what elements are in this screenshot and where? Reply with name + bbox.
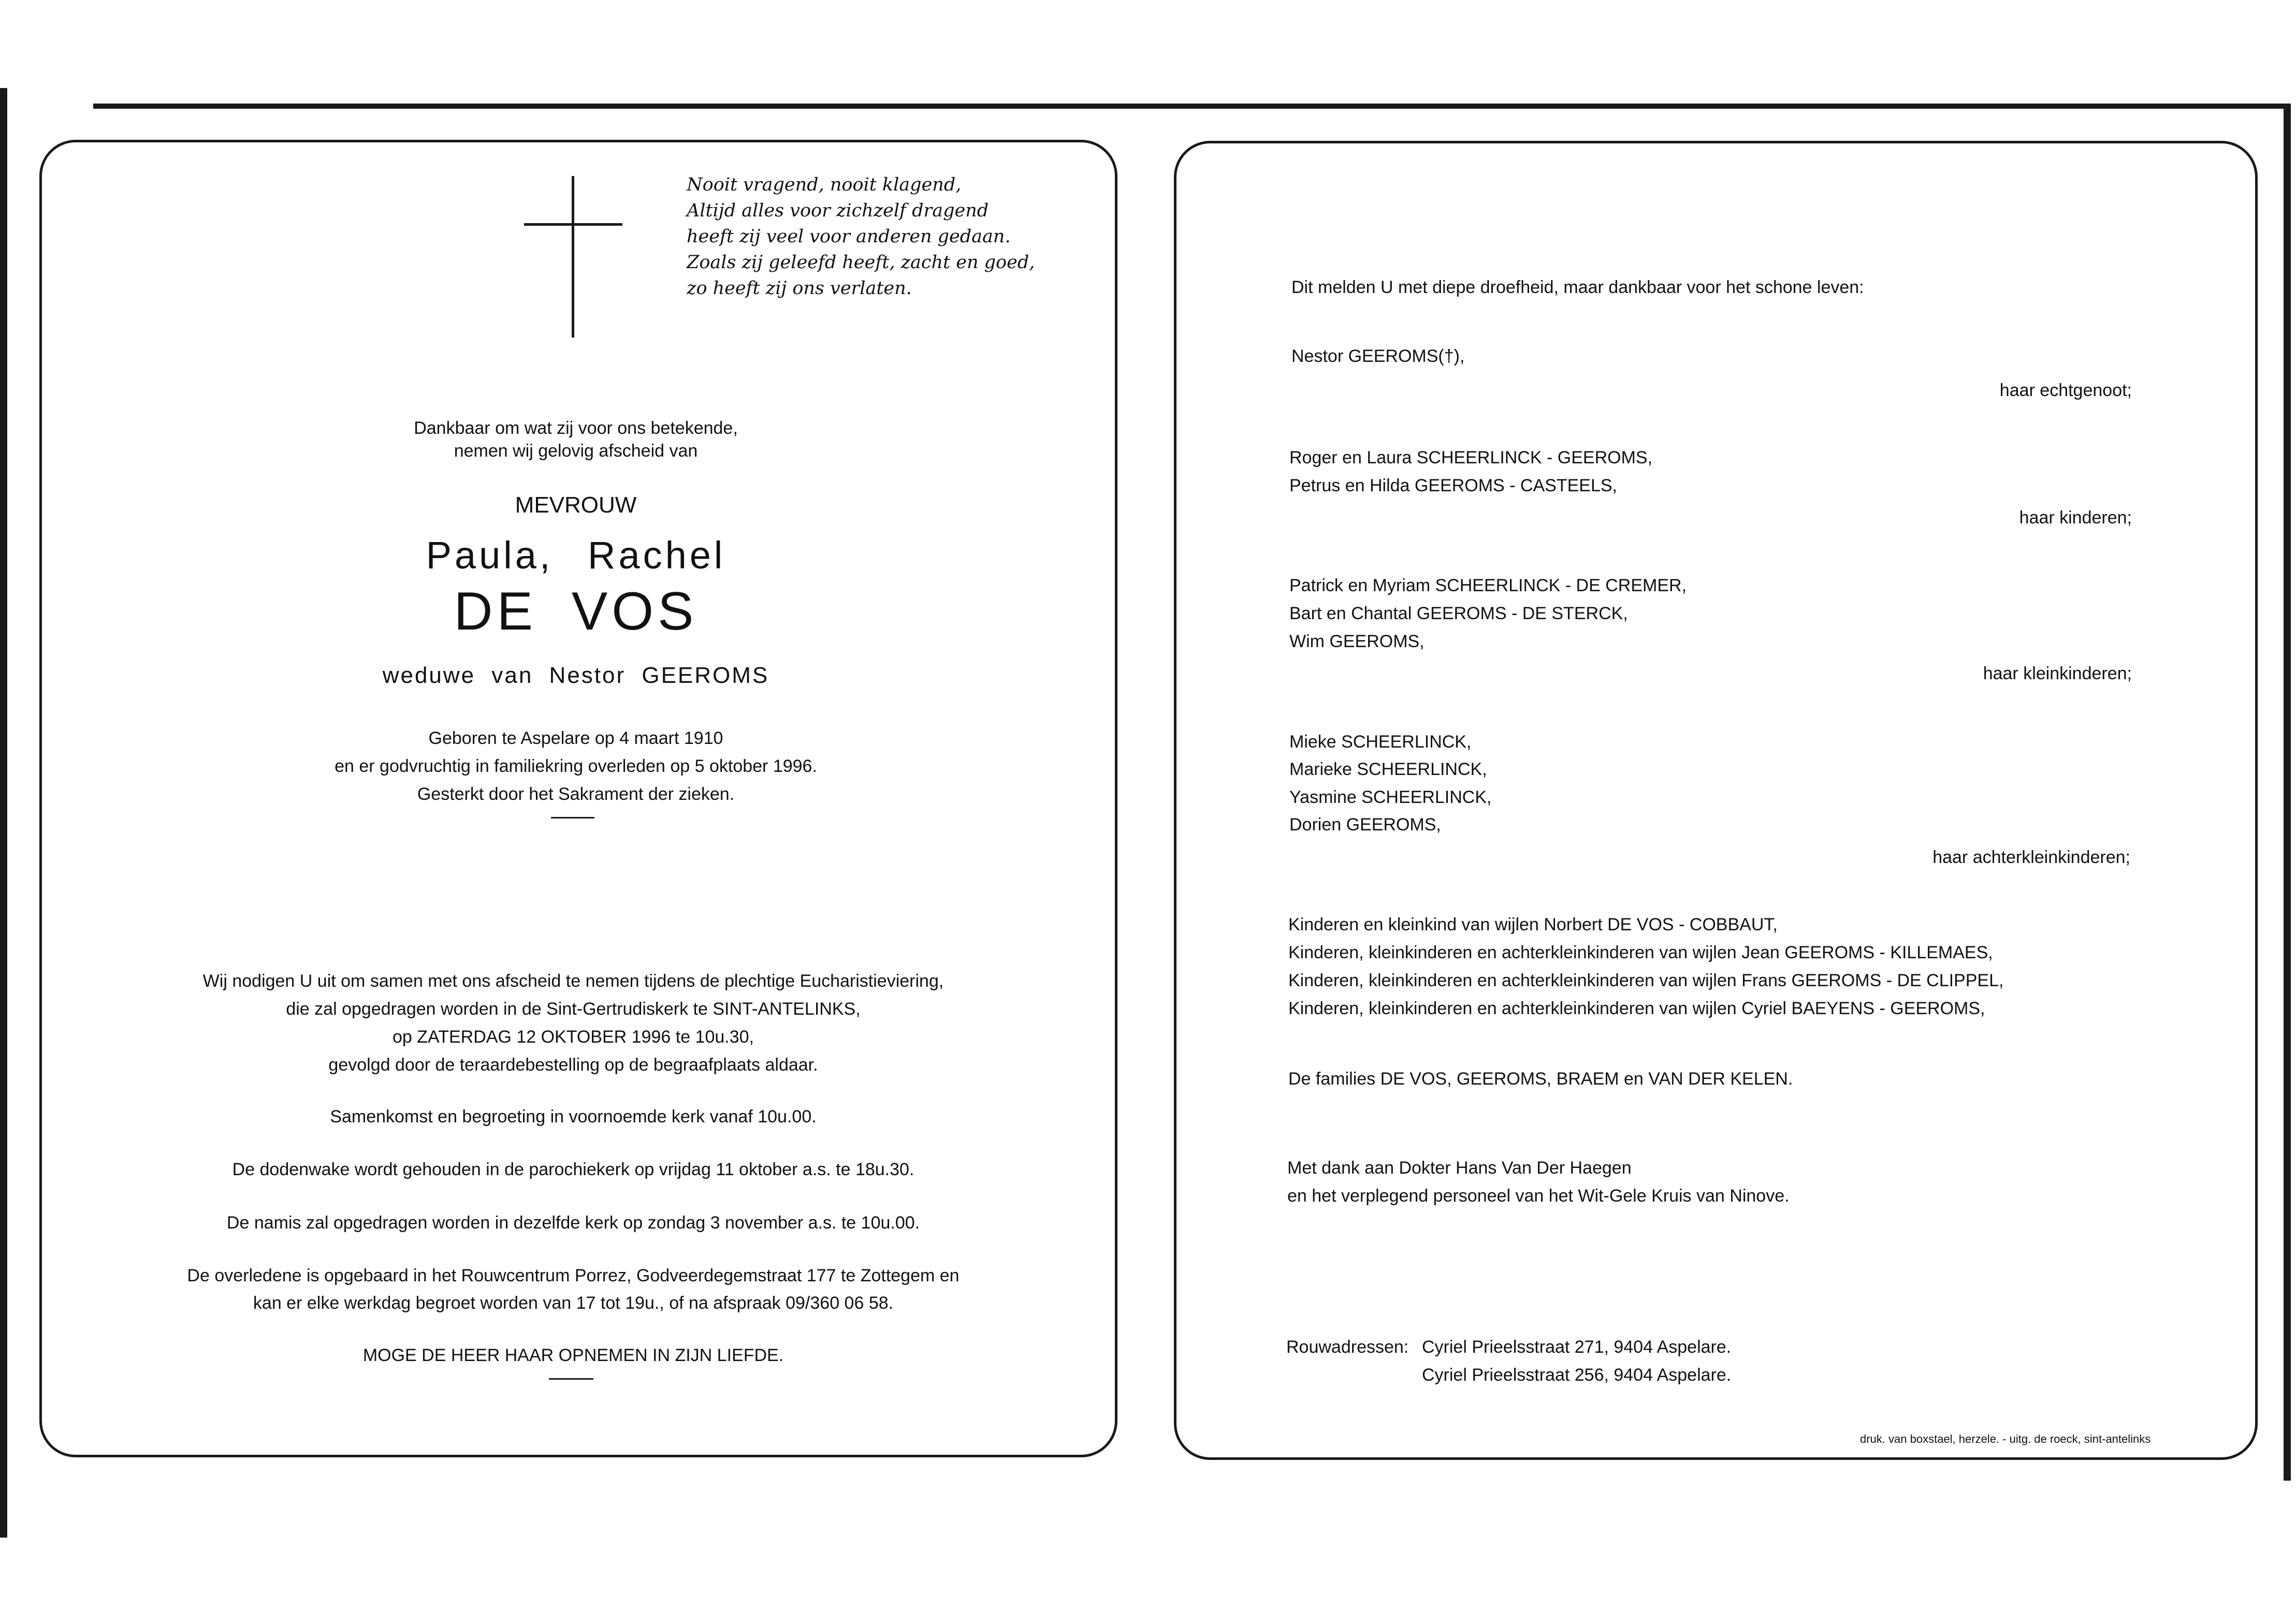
life-line: en er godvruchtig in familiekring overleden op 5 oktober 1996.	[335, 756, 817, 776]
relatives-line: Kinderen, kleinkinderen en achterkleinkinderen van wijlen Jean GEEROMS - KILLEMAES,	[1288, 943, 1993, 962]
invitation-line: Wij nodigen U uit om samen met ons afscheid te nemen tijdens de plechtige Eucharistieviering,	[202, 971, 944, 991]
intro-line: Dankbaar om wat zij voor ons betekende,	[414, 418, 738, 438]
relation-label: haar achterkleinkinderen;	[1932, 847, 2130, 867]
great-grandchild-name: Yasmine SCHEERLINCK,	[1289, 787, 1492, 807]
scan-top-edge	[93, 104, 2289, 109]
address-line: Cyriel Prieelsstraat 256, 9404 Aspelare.	[1422, 1365, 1732, 1385]
grandchild-name: Wim GEEROMS,	[1289, 632, 1425, 651]
relatives-line: Kinderen, kleinkinderen en achterkleinkinderen van wijlen Frans GEEROMS - DE CLIPPEL,	[1288, 971, 2004, 990]
scan-edge-right	[2284, 104, 2291, 1481]
invitation-line: op ZATERDAG 12 OKTOBER 1996 te 10u.30,	[393, 1027, 754, 1047]
printer-credit: druk. van boxstael, herzele. - uitg. de roeck, sint-antelinks	[1860, 1432, 2151, 1445]
invitation-line: gevolgd door de teraardebestelling op de begraafplaats aldaar.	[328, 1055, 818, 1075]
poem-line: Zoals zij geleefd heeft, zacht en goed,	[687, 252, 1035, 273]
scan-edge-left	[0, 88, 7, 1538]
spouse-name: Nestor GEEROMS(†),	[1291, 346, 1465, 366]
funeral-home-line: De overledene is opgebaard in het Rouwcentrum Porrez, Godveerdegemstraat 177 te Zottegem en	[187, 1266, 960, 1285]
thanks-line: Met dank aan Dokter Hans Van Der Haegen	[1287, 1158, 1632, 1178]
surname: DE VOS	[454, 581, 698, 641]
mass-info: De namis zal opgedragen worden in dezelfde kerk op zondag 3 november a.s. te 10u.00.	[226, 1213, 920, 1233]
relation-label: haar echtgenoot;	[1999, 381, 2132, 400]
child-name: Petrus en Hilda GEEROMS - CASTEELS,	[1289, 476, 1617, 495]
divider	[551, 817, 594, 818]
thanks-line: en het verplegend personeel van het Wit-Gele Kruis van Ninove.	[1287, 1186, 1790, 1206]
relatives-line: Kinderen en kleinkind van wijlen Norbert DE VOS - COBBAUT,	[1288, 915, 1778, 934]
grandchild-name: Bart en Chantal GEEROMS - DE STERCK,	[1289, 604, 1628, 623]
life-line: Geboren te Aspelare op 4 maart 1910	[428, 728, 723, 748]
gathering-info: Samenkomst en begroeting in voornoemde kerk vanaf 10u.00.	[330, 1107, 817, 1127]
relation-label: haar kinderen;	[2019, 508, 2132, 528]
honorific-title: MEVROUW	[515, 492, 637, 518]
child-name: Roger en Laura SCHEERLINCK - GEEROMS,	[1289, 448, 1653, 467]
announcement: Dit melden U met diepe droefheid, maar dankbaar voor het schone leven:	[1291, 277, 1864, 297]
great-grandchild-name: Marieke SCHEERLINCK,	[1289, 759, 1487, 779]
wake-info: De dodenwake wordt gehouden in de parochiekerk op vrijdag 11 oktober a.s. te 18u.30.	[232, 1160, 914, 1179]
poem-line: Altijd alles voor zichzelf dragend	[687, 200, 989, 221]
life-line: Gesterkt door het Sakrament der zieken.	[417, 784, 735, 804]
grandchild-name: Patrick en Myriam SCHEERLINCK - DE CREMER,	[1289, 576, 1687, 595]
intro-line: nemen wij gelovig afscheid van	[454, 441, 698, 461]
families-line: De families DE VOS, GEEROMS, BRAEM en VAN DER KELEN.	[1288, 1069, 1793, 1089]
great-grandchild-name: Dorien GEEROMS,	[1289, 815, 1441, 835]
addresses-label: Rouwadressen:	[1286, 1337, 1409, 1357]
closing-prayer: MOGE DE HEER HAAR OPNEMEN IN ZIJN LIEFDE.	[362, 1346, 784, 1365]
first-names: Paula, Rachel	[426, 534, 726, 577]
poem-line: Nooit vragend, nooit klagend,	[687, 174, 962, 195]
widow-of: weduwe van Nestor GEEROMS	[382, 663, 769, 688]
address-line: Cyriel Prieelsstraat 271, 9404 Aspelare.	[1422, 1337, 1732, 1357]
relatives-line: Kinderen, kleinkinderen en achterkleinkinderen van wijlen Cyriel BAEYENS - GEEROMS,	[1288, 999, 1985, 1018]
great-grandchild-name: Mieke SCHEERLINCK,	[1289, 732, 1472, 752]
divider	[549, 1378, 593, 1380]
funeral-home-line: kan er elke werkdag begroet worden van 17 tot 19u., of na afspraak 09/360 06 58.	[253, 1293, 894, 1313]
invitation-line: die zal opgedragen worden in de Sint-Gertrudiskerk te SINT-ANTELINKS,	[286, 999, 861, 1019]
poem-line: heeft zij veel voor anderen gedaan.	[687, 226, 1011, 247]
poem-line: zo heeft zij ons verlaten.	[687, 278, 912, 299]
relation-label: haar kleinkinderen;	[1983, 664, 2132, 683]
cross-icon-vertical	[572, 176, 574, 338]
cross-icon-horizontal	[524, 223, 622, 226]
